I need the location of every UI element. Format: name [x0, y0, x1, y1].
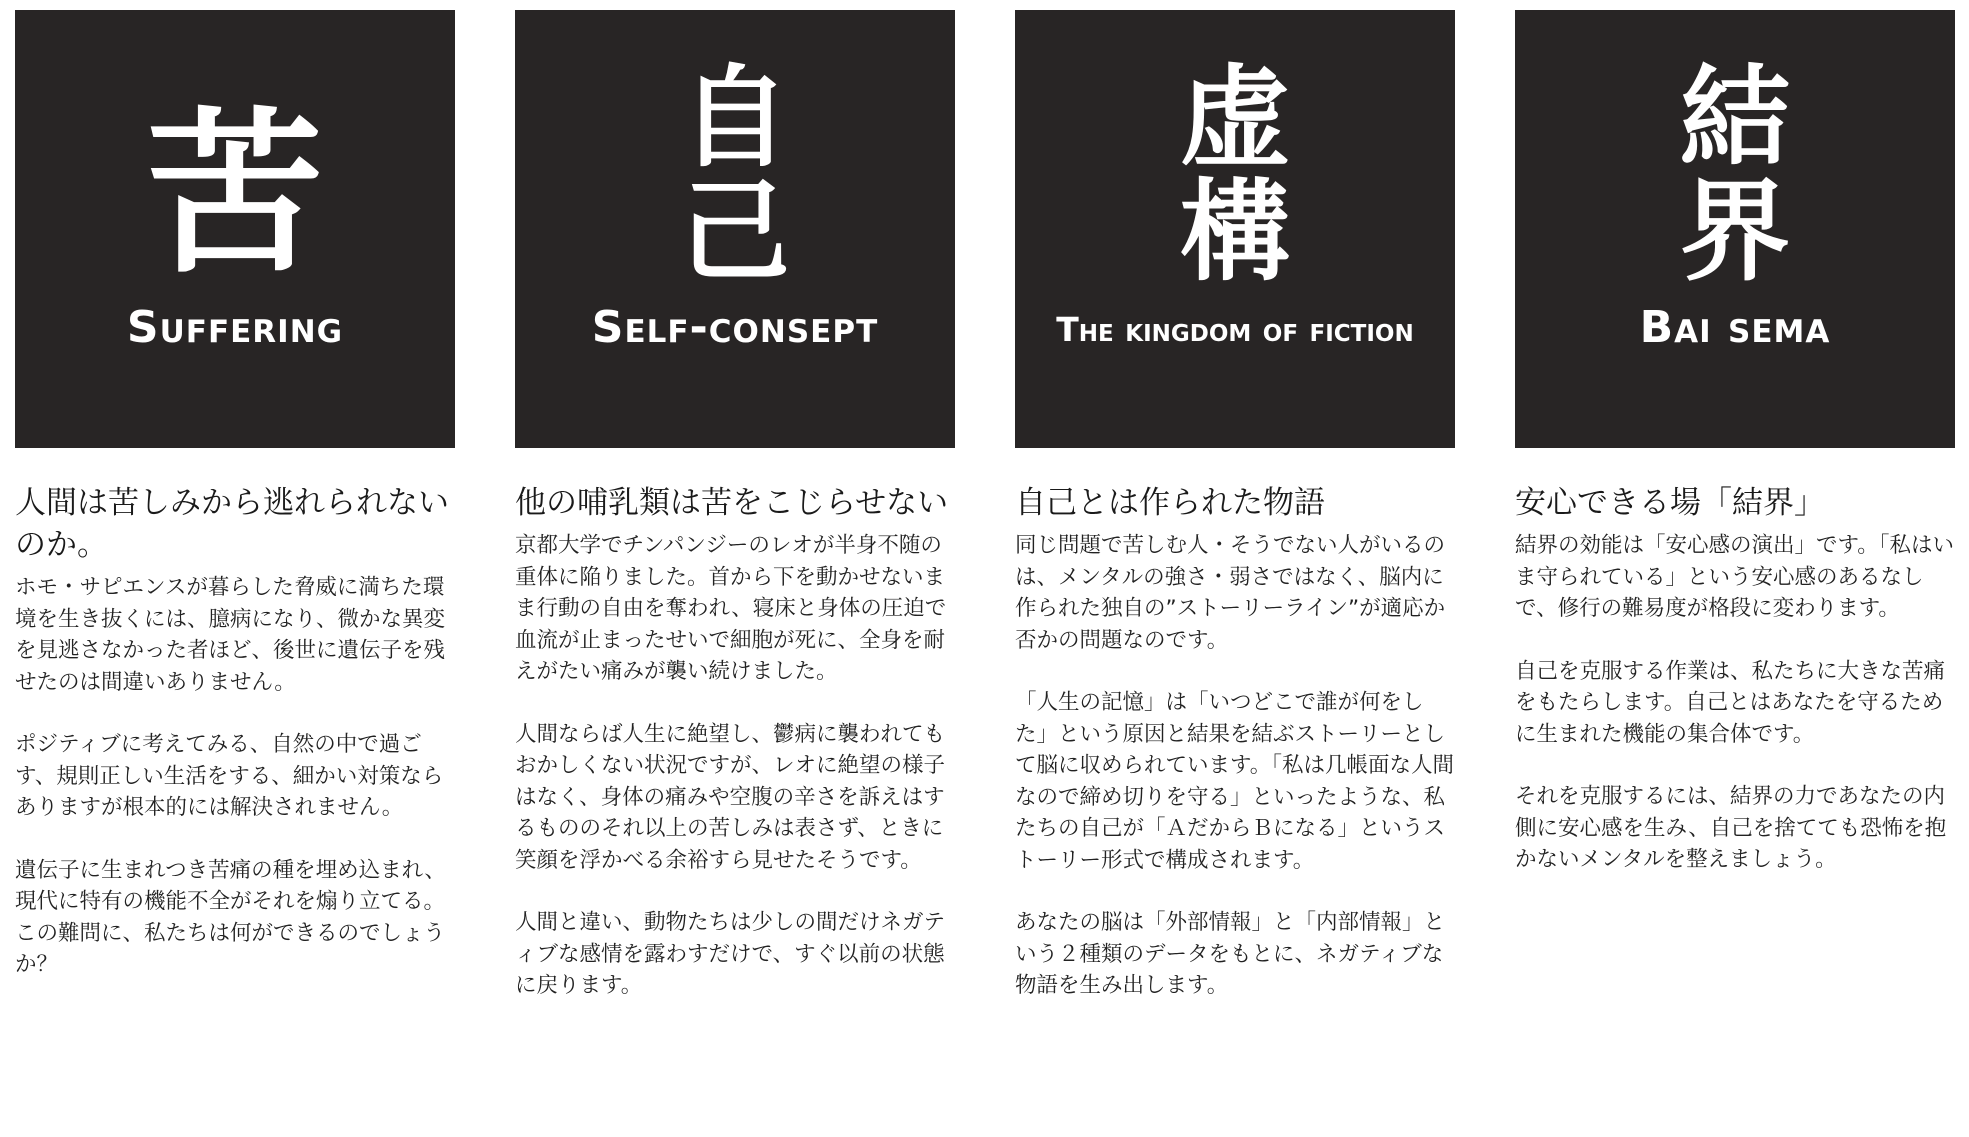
kanji-stack [15, 50, 455, 300]
card-heading: 人間は苦しみから逃れられないのか。 [15, 485, 449, 563]
card-grid [15, 10, 1955, 1130]
card-heading: 自己とは作られた物語 [1015, 485, 1325, 521]
kanji-stack [1515, 50, 1955, 300]
tile-image [1015, 10, 1455, 448]
card-heading: 他の哺乳類は苦をこじらせない [515, 485, 949, 521]
tile-image [515, 10, 955, 448]
card-self-concept [515, 10, 955, 1033]
card-heading: 安心できる場「結界」 [1515, 485, 1825, 521]
card-paragraph: ポジティブに考えてみる、自然の中で過ごす、規則正しい生活をする、細かい対策ならありますが根本的には解決されません。 [15, 732, 444, 820]
card-suffering [15, 10, 455, 1012]
card-paragraph: 結界の効能は「安心感の演出」です。「私はいま守られている」という安心感のあるなしで、修行の難易度が格段に変わります。 [1515, 533, 1955, 621]
tile-caption: Self-consept [591, 302, 879, 353]
card-body [515, 530, 955, 1002]
card-paragraph: 人間と違い、動物たちは少しの間だけネガティブな感情を露わすだけで、すぐ以前の状態に戻ります。 [515, 910, 946, 998]
tile-caption: Suffering [126, 302, 344, 353]
tile-caption: Bai sema [1639, 302, 1831, 353]
tile-kanji: 構 [1180, 168, 1290, 296]
tile-kanji: 界 [1680, 168, 1790, 296]
card-paragraph: それを克服するには、結界の力であなたの内側に安心感を生み、自己を捨てても恐怖を抱かないメンタルを整えましょう。 [1515, 784, 1947, 872]
tile-image [1515, 10, 1955, 448]
card-body [1515, 530, 1955, 876]
card-paragraph: 同じ問題で苦しむ人・そうでない人がいるのは、メンタルの強さ・弱さではなく、脳内に作られた独自の”ストーリーライン”が適応か否かの問題なのです。 [1015, 533, 1446, 653]
tile-kanji: 己 [680, 168, 790, 296]
kanji-stack [515, 50, 955, 300]
tile-kanji: 結 [1680, 54, 1790, 182]
card-paragraph: 人間ならば人生に絶望し、鬱病に襲われてもおかしくない状況ですが、レオに絶望の様子はなく、身体の痛みや空腹の辛さを訴えはするもののそれ以上の苦しみは表さず、ときに笑顔を浮かべる余裕すら見せたそうです。 [515, 721, 946, 873]
card-paragraph: 遺伝子に生まれつき苦痛の種を埋め込まれ、現代に特有の機能不全がそれを煽り立てる。この難問に、私たちは何ができるのでしょうか？ [15, 857, 446, 977]
card-kingdom-of-fiction [1015, 10, 1455, 1033]
card-paragraph: あなたの脳は「外部情報」と「内部情報」という２種類のデータをもとに、ネガティブな物語を生み出します。 [1015, 910, 1446, 998]
tile-image [15, 10, 455, 448]
card-paragraph: ホモ・サピエンスが暮らした脅威に満ちた環境を生き抜くには、臆病になり、微かな異変を見逃さなかった者ほど、後世に遺伝子を残せたのは間違いありません。 [15, 575, 446, 695]
card-paragraph: 自己を克服する作業は、私たちに大きな苦痛をもたらします。自己とはあなたを守るために生まれた機能の集合体です。 [1515, 658, 1946, 747]
tile-caption: The kingdom of fiction [1056, 310, 1414, 349]
tile-kanji: 苦 [146, 92, 323, 297]
card-body [1015, 530, 1455, 1002]
tile-kanji: 虚 [1180, 54, 1290, 182]
card-bai-sema [1515, 10, 1955, 907]
card-paragraph: 京都大学でチンパンジーのレオが半身不随の重体に陥りました。首から下を動かせないまま行動の自由を奪われ、寝床と身体の圧迫で血流が止まったせいで細胞が死に、全身を耐えがたい痛みが襲い続けました。 [515, 533, 947, 684]
card-body [15, 572, 455, 981]
card-paragraph: 「人生の記憶」は「いつどこで誰が何をした」という原因と結果を結ぶストーリーとして脳に収められています。「私は几帳面な人間なので締め切りを守る」といったような、私たちの自己が「ＡだからＢになる」というストーリー形式で構成されます。 [1015, 690, 1455, 873]
kanji-stack [1015, 50, 1455, 300]
tile-kanji: 自 [680, 54, 790, 182]
